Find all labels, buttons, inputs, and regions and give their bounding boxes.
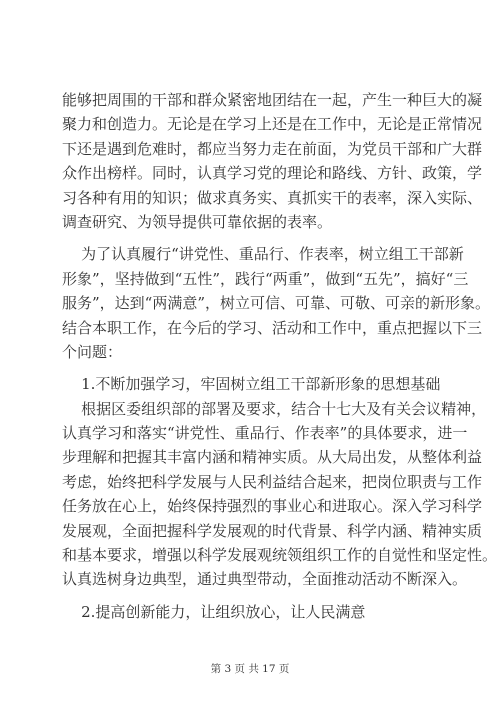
section-heading-1: 1.不断加强学习，牢固树立组工干部新形象的思想基础 bbox=[62, 375, 441, 394]
page-number: 第 3 页 共 17 页 bbox=[210, 663, 290, 675]
text-line: 个问题： bbox=[62, 342, 123, 361]
text-line: 结合本职工作，在今后的学习、活动和工作中，重点把握以下三 bbox=[62, 318, 483, 337]
text-line: 调查研究、为领导提供可靠依据的表率。 bbox=[62, 212, 333, 231]
text-line: 习各种有用的知识；做求真务实、真抓实干的表率，深入实际、 bbox=[62, 188, 483, 207]
document-body bbox=[62, 88, 498, 624]
text-line: 任务放在心上，始终保持强烈的事业心和进取心。深入学习科学 bbox=[62, 497, 483, 516]
paragraph-gap bbox=[62, 234, 446, 242]
paragraph-gap bbox=[62, 592, 446, 600]
text-line: 下还是遇到危难时，都应当努力走在前面，为党员干部和广大群 bbox=[62, 139, 483, 158]
text-line: 为了认真履行“讲党性、重品行、作表率，树立组工干部新 bbox=[62, 245, 464, 264]
text-line: 形象”，坚持做到“五性”，践行“两重”，做到“五先”，搞好“三 bbox=[62, 269, 469, 288]
text-line: 步理解和把握其丰富内涵和精神实质。从大局出发，从整体利益 bbox=[62, 448, 483, 467]
text-line: 发展观，全面把握科学发展观的时代背景、科学内涵、精神实质 bbox=[62, 521, 483, 540]
text-line: 根据区委组织部的部署及要求，结合十七大及有关会议精神， bbox=[62, 399, 487, 418]
text-line: 能够把周围的干部和群众紧密地团结在一起，产生一种巨大的凝 bbox=[62, 91, 483, 109]
text-line: 聚力和创造力。无论是在学习上还是在工作中，无论是正常情况 bbox=[62, 115, 483, 134]
text-line: 认真选树身边典型，通过典型带动，全面推动活动不断深入。 bbox=[62, 570, 468, 589]
text-line: 和基本要求，增强以科学发展观统领组织工作的自觉性和坚定性。 bbox=[62, 546, 498, 565]
text-line: 众作出榜样。同时，认真学习党的理论和路线、方针、政策，学 bbox=[62, 164, 483, 183]
text-line: 服务”，达到“两满意”，树立可信、可靠、可敬、可亲的新形象。 bbox=[62, 294, 491, 313]
text-line: 认真学习和落实“讲党性、重品行、作表率”的具体要求，进一 bbox=[62, 424, 468, 443]
page-footer bbox=[0, 662, 500, 676]
text-line: 考虑，始终把科学发展与人民利益结合起来，把岗位职责与工作 bbox=[62, 472, 483, 491]
paragraph-gap bbox=[62, 364, 446, 372]
section-heading-2: 2.提高创新能力，让组织放心，让人民满意 bbox=[62, 602, 366, 621]
